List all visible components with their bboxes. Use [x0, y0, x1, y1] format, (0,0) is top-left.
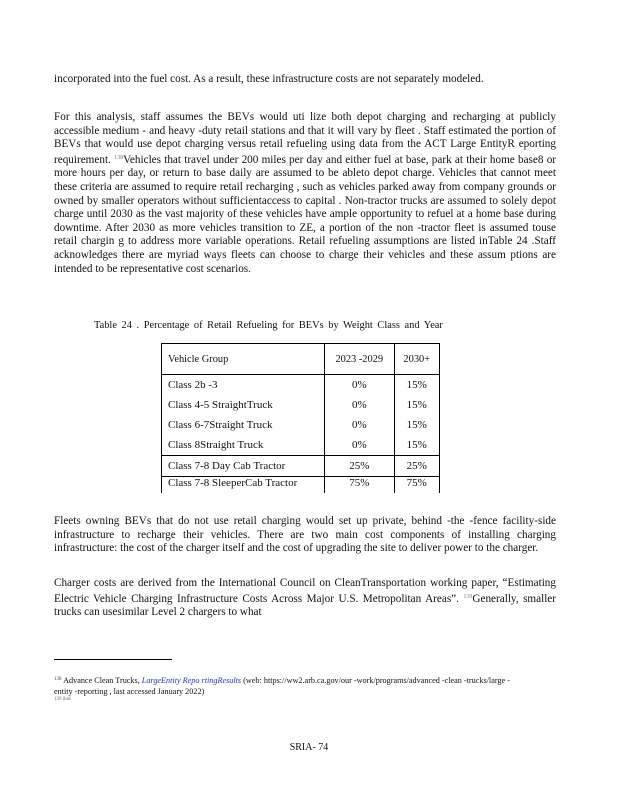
cell-vehicle-group: Class 6-7Straight Truck — [162, 415, 325, 435]
cell-2030-plus: 15% — [394, 395, 439, 415]
paragraph-text: For this analysis, staff assumes the BEVs would uti lize both depot charging and recharging at publicly accessible medium - and heavy -duty retail stations and that it will vary by fleet . Staff estimated the portion of BEVs that would use depot charging versus retail refueling using data from the ACT Large EntityR eporting requirement. — [54, 111, 556, 166]
footnote-text: Advance Clean Trucks, — [63, 676, 140, 685]
cell-2023-2029: 0% — [325, 375, 394, 396]
table-row — [162, 375, 440, 396]
cell-vehicle-group: Class 2b -3 — [162, 375, 325, 396]
footnote-divider — [54, 659, 172, 660]
cell-2023-2029: 0% — [325, 435, 394, 456]
cell-vehicle-group: Class 8Straight Truck — [162, 435, 325, 456]
footnote-ref-139[interactable]: 139 — [463, 593, 473, 600]
paragraph-text: Vehicles that travel under 200 miles per day and either fuel at base, park at their home base8 or more hours per day, or return to base daily are assumed to be ableto depot charge. Vehicles that cannot meet these criteria are assumed to require retail recharging , such as vehicles parked away from company grounds or owned by smaller operators without sufficientaccess to capital . Non-tractor trucks are assumed to solely depot charge until 2030 as the vast majority of these vehicles have ample opportunity to refuel at a home base during downtime. After 2030 as more vehicles transition to ZE, a portion of the non -tractor fleet is assumed touse retail chargin g to address more variable operations. Retail refueling assumptions are listed inTable 24 .Staff acknowledges there are myriad ways fleets can choose to charge their vehicles and these assum ptions are intended to be representative cost scenarios. — [54, 153, 557, 275]
table-header-row — [162, 344, 440, 375]
paragraph-text: Charger costs are derived from the International Council on CleanTransportation working paper, “Estimating Electric Vehicle Charging Infrastructure Costs Across Major U.S. Metropolitan Areas”. — [54, 577, 556, 605]
retail-refueling-table — [161, 343, 440, 493]
cell-2030-plus: 25% — [394, 456, 439, 477]
footnote-text: (web: https://ww2.arb.ca.gov/our -work/programs/advanced -clean -trucks/large -entity -reporting , last accessed January 2022) — [54, 676, 510, 696]
table-caption: Table 24 . Percentage of Retail Refueling for BEVs by Weight Class and Year — [94, 320, 443, 331]
table-row — [162, 395, 440, 415]
cell-2030-plus: 15% — [394, 375, 439, 396]
table-row — [162, 477, 440, 494]
footnote-text: ibid — [62, 697, 71, 702]
cell-2023-2029: 25% — [325, 456, 394, 477]
cell-vehicle-group: Class 4-5 StraightTruck — [162, 395, 325, 415]
cell-2030-plus: 75% — [394, 477, 439, 494]
cell-vehicle-group: Class 7-8 Day Cab Tractor — [162, 456, 325, 477]
footnote-138 — [54, 674, 524, 697]
table-row — [162, 456, 440, 477]
table-row — [162, 435, 440, 456]
paragraph-charger-costs — [54, 577, 556, 620]
paragraph-continuation: incorporated into the fuel cost. As a result, these infrastructure costs are not separately modeled. — [54, 73, 484, 85]
footnote-ref-138[interactable]: 138 — [114, 154, 124, 161]
page-number: SRIA- 74 — [289, 742, 329, 753]
cell-2030-plus: 15% — [394, 435, 439, 456]
header-2030-plus: 2030+ — [394, 344, 439, 375]
header-vehicle-group: Vehicle Group — [162, 344, 325, 375]
cell-2023-2029: 75% — [325, 477, 394, 494]
cell-2023-2029: 0% — [325, 415, 394, 435]
paragraph-retail-charging — [54, 111, 556, 276]
paragraph-private-infrastructure: Fleets owning BEVs that do not use retail charging would set up private, behind -the -fence facility-side infrastructure to recharge their vehicles. There are two main cost components of installing charging infrastructure: the cost of the charger itself and the cost of upgrading the site to deliver power to the charger. — [54, 515, 556, 555]
footnote-link[interactable]: LargeEntity Repo rtingResults — [141, 676, 242, 685]
footnote-number: 138 — [54, 677, 62, 682]
footnote-number: 139 — [54, 697, 63, 702]
cell-2023-2029: 0% — [325, 395, 394, 415]
table-row — [162, 415, 440, 435]
paragraph-text: Generally, smaller trucks can usesimilar Level 2 chargers to what — [54, 592, 557, 619]
cell-vehicle-group: Class 7-8 SleeperCab Tractor — [162, 477, 325, 494]
header-2023-2029: 2023 -2029 — [325, 344, 394, 375]
cell-2030-plus: 15% — [394, 415, 439, 435]
footnote-139 — [54, 697, 71, 702]
table-container — [150, 343, 450, 503]
